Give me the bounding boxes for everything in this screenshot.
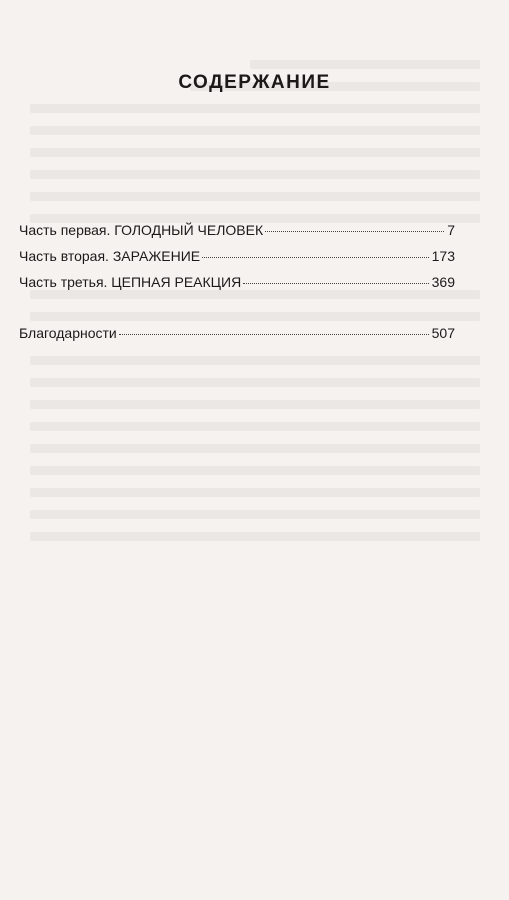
dot-leader [265, 219, 444, 232]
toc-entry-page: 507 [431, 325, 455, 341]
toc-entry-page: 369 [431, 274, 455, 290]
toc-entry-label: Часть вторая. ЗАРАЖЕНИЕ [19, 248, 201, 264]
toc-entry-page: 7 [447, 222, 455, 238]
toc-entry-label: Часть третья. ЦЕПНАЯ РЕАКЦИЯ [19, 274, 242, 290]
toc-entry-part-two[interactable] [19, 246, 455, 266]
dot-leader [202, 245, 429, 258]
toc-entry-label: Часть первая. ГОЛОДНЫЙ ЧЕЛОВЕК [19, 222, 264, 238]
dot-leader [243, 271, 428, 284]
toc-entry-acknowledgements[interactable] [19, 323, 455, 343]
toc-entry-page: 173 [431, 248, 455, 264]
page-title: СОДЕРЖАНИЕ [178, 72, 331, 93]
toc-entry-part-one[interactable] [19, 220, 455, 240]
dot-leader [119, 322, 429, 335]
toc-entry-part-three[interactable] [19, 272, 455, 292]
toc-entry-label: Благодарности [19, 325, 117, 341]
